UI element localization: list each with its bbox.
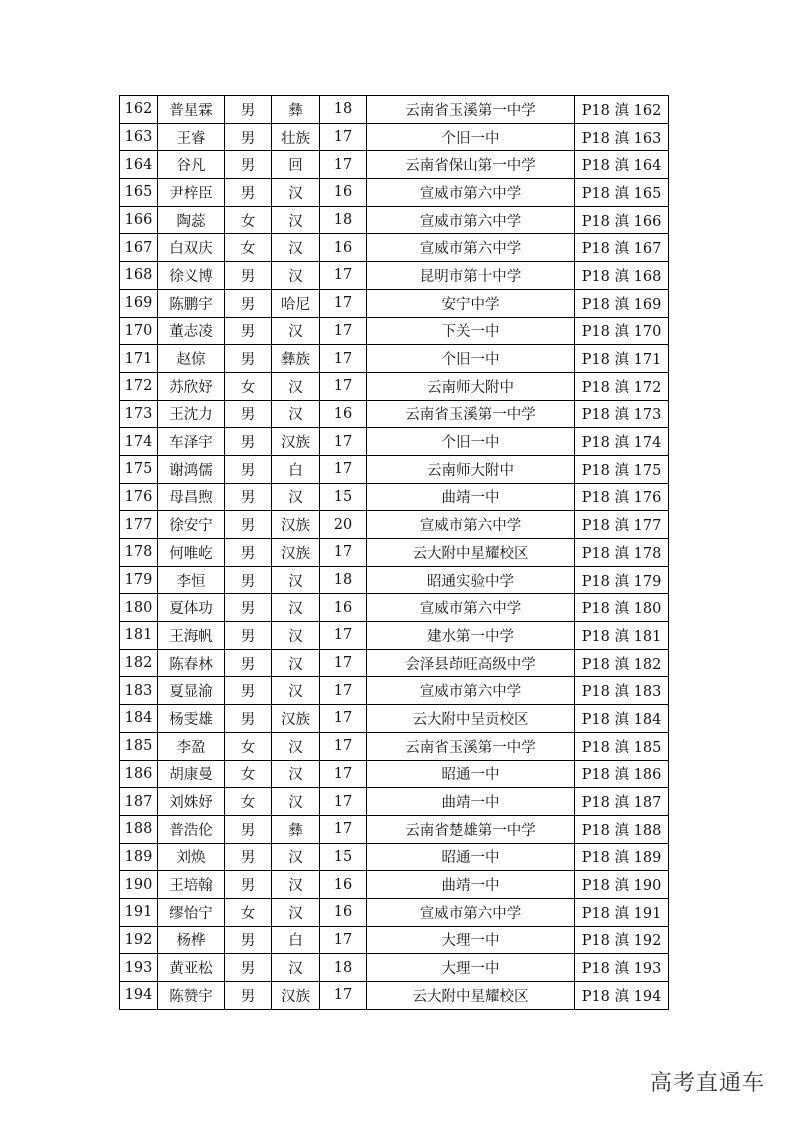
row-index-cell: 182 [120,649,158,677]
row-index-cell: 166 [120,206,158,234]
row-index-cell: 165 [120,179,158,207]
row-index-cell: 177 [120,511,158,539]
ethnicity-cell: 汉 [272,483,320,511]
exam-id-cell: P18 滇 188 [575,815,669,843]
gender-cell: 男 [225,649,272,677]
exam-id-cell: P18 滇 174 [575,428,669,456]
ethnicity-cell: 汉 [272,954,320,982]
school-cell: 昭通实验中学 [367,566,575,594]
age-cell: 17 [320,262,367,290]
gender-cell: 女 [225,898,272,926]
row-index-cell: 162 [120,96,158,124]
school-cell: 云南省玉溪第一中学 [367,400,575,428]
table-row [120,594,669,622]
exam-id-cell: P18 滇 166 [575,206,669,234]
gender-cell: 男 [225,677,272,705]
age-cell: 18 [320,96,367,124]
student-name-cell: 王海帆 [158,622,225,650]
gender-cell: 男 [225,317,272,345]
student-name-cell: 王睿 [158,123,225,151]
table-row [120,96,669,124]
student-name-cell: 苏欣妤 [158,372,225,400]
ethnicity-cell: 汉 [272,788,320,816]
school-cell: 云大附中呈贡校区 [367,705,575,733]
table-row [120,345,669,373]
table-row [120,622,669,650]
gender-cell: 男 [225,815,272,843]
school-cell: 云南省玉溪第一中学 [367,732,575,760]
age-cell: 18 [320,954,367,982]
table-row [120,705,669,733]
ethnicity-cell: 哈尼 [272,289,320,317]
student-name-cell: 陶蕊 [158,206,225,234]
row-index-cell: 168 [120,262,158,290]
exam-id-cell: P18 滇 175 [575,455,669,483]
age-cell: 16 [320,400,367,428]
row-index-cell: 181 [120,622,158,650]
ethnicity-cell: 彝族 [272,345,320,373]
student-name-cell: 夏体功 [158,594,225,622]
exam-id-cell: P18 滇 163 [575,123,669,151]
age-cell: 17 [320,760,367,788]
gender-cell: 女 [225,206,272,234]
row-index-cell: 178 [120,539,158,567]
row-index-cell: 183 [120,677,158,705]
row-index-cell: 173 [120,400,158,428]
exam-id-cell: P18 滇 191 [575,898,669,926]
school-cell: 曲靖一中 [367,788,575,816]
exam-id-cell: P18 滇 168 [575,262,669,290]
exam-id-cell: P18 滇 171 [575,345,669,373]
school-cell: 云大附中星耀校区 [367,982,575,1010]
student-name-cell: 缪怡宁 [158,898,225,926]
ethnicity-cell: 汉族 [272,511,320,539]
gender-cell: 女 [225,732,272,760]
table-row [120,289,669,317]
exam-id-cell: P18 滇 177 [575,511,669,539]
student-name-cell: 徐义博 [158,262,225,290]
table-row [120,954,669,982]
table-row [120,400,669,428]
age-cell: 16 [320,234,367,262]
exam-id-cell: P18 滇 186 [575,760,669,788]
student-name-cell: 王沈力 [158,400,225,428]
gender-cell: 男 [225,594,272,622]
table-row [120,649,669,677]
gender-cell: 女 [225,760,272,788]
student-name-cell: 胡康曼 [158,760,225,788]
row-index-cell: 174 [120,428,158,456]
gender-cell: 男 [225,400,272,428]
school-cell: 宣威市第六中学 [367,677,575,705]
table-row [120,372,669,400]
row-index-cell: 172 [120,372,158,400]
age-cell: 15 [320,843,367,871]
school-cell: 云大附中星耀校区 [367,539,575,567]
row-index-cell: 186 [120,760,158,788]
exam-id-cell: P18 滇 167 [575,234,669,262]
age-cell: 17 [320,289,367,317]
ethnicity-cell: 汉 [272,179,320,207]
student-name-cell: 刘焕 [158,843,225,871]
age-cell: 17 [320,317,367,345]
age-cell: 17 [320,705,367,733]
age-cell: 16 [320,898,367,926]
age-cell: 17 [320,926,367,954]
row-index-cell: 188 [120,815,158,843]
table-row [120,843,669,871]
row-index-cell: 184 [120,705,158,733]
exam-id-cell: P18 滇 194 [575,982,669,1010]
exam-id-cell: P18 滇 170 [575,317,669,345]
exam-id-cell: P18 滇 193 [575,954,669,982]
school-cell: 云南省楚雄第一中学 [367,815,575,843]
exam-id-cell: P18 滇 164 [575,151,669,179]
school-cell: 大理一中 [367,926,575,954]
row-index-cell: 171 [120,345,158,373]
table-row [120,677,669,705]
row-index-cell: 193 [120,954,158,982]
gender-cell: 男 [225,539,272,567]
row-index-cell: 176 [120,483,158,511]
ethnicity-cell: 汉 [272,871,320,899]
school-cell: 云南师大附中 [367,372,575,400]
school-cell: 个旧一中 [367,428,575,456]
table-row [120,428,669,456]
gender-cell: 男 [225,871,272,899]
school-cell: 建水第一中学 [367,622,575,650]
ethnicity-cell: 汉 [272,732,320,760]
gender-cell: 男 [225,455,272,483]
row-index-cell: 192 [120,926,158,954]
gender-cell: 男 [225,926,272,954]
school-cell: 曲靖一中 [367,871,575,899]
age-cell: 17 [320,788,367,816]
exam-id-cell: P18 滇 189 [575,843,669,871]
row-index-cell: 175 [120,455,158,483]
ethnicity-cell: 汉族 [272,982,320,1010]
ethnicity-cell: 彝 [272,96,320,124]
student-name-cell: 徐安宁 [158,511,225,539]
gender-cell: 男 [225,511,272,539]
school-cell: 大理一中 [367,954,575,982]
row-index-cell: 167 [120,234,158,262]
school-cell: 个旧一中 [367,123,575,151]
row-index-cell: 163 [120,123,158,151]
exam-id-cell: P18 滇 185 [575,732,669,760]
age-cell: 17 [320,732,367,760]
exam-id-cell: P18 滇 180 [575,594,669,622]
exam-id-cell: P18 滇 190 [575,871,669,899]
ethnicity-cell: 汉 [272,649,320,677]
row-index-cell: 187 [120,788,158,816]
row-index-cell: 164 [120,151,158,179]
table-row [120,151,669,179]
student-name-cell: 杨雯雄 [158,705,225,733]
exam-id-cell: P18 滇 165 [575,179,669,207]
row-index-cell: 185 [120,732,158,760]
ethnicity-cell: 汉族 [272,705,320,733]
table-row [120,982,669,1010]
student-name-cell: 陈赞宇 [158,982,225,1010]
ethnicity-cell: 汉 [272,566,320,594]
age-cell: 15 [320,483,367,511]
age-cell: 17 [320,345,367,373]
gender-cell: 男 [225,843,272,871]
school-cell: 昭通一中 [367,760,575,788]
exam-id-cell: P18 滇 169 [575,289,669,317]
age-cell: 16 [320,179,367,207]
ethnicity-cell: 白 [272,926,320,954]
exam-id-cell: P18 滇 162 [575,96,669,124]
student-name-cell: 王培翰 [158,871,225,899]
school-cell: 昭通一中 [367,843,575,871]
school-cell: 会泽县茚旺高级中学 [367,649,575,677]
table-row [120,179,669,207]
school-cell: 云南省玉溪第一中学 [367,96,575,124]
exam-id-cell: P18 滇 183 [575,677,669,705]
table-row [120,760,669,788]
gender-cell: 女 [225,234,272,262]
school-cell: 宣威市第六中学 [367,594,575,622]
age-cell: 17 [320,372,367,400]
table-row [120,511,669,539]
table-row [120,317,669,345]
student-name-cell: 何唯屹 [158,539,225,567]
row-index-cell: 189 [120,843,158,871]
row-index-cell: 194 [120,982,158,1010]
school-cell: 个旧一中 [367,345,575,373]
school-cell: 云南省保山第一中学 [367,151,575,179]
student-name-cell: 董志凌 [158,317,225,345]
ethnicity-cell: 汉 [272,400,320,428]
age-cell: 20 [320,511,367,539]
gender-cell: 男 [225,483,272,511]
student-name-cell: 谢鸿儒 [158,455,225,483]
student-name-cell: 谷凡 [158,151,225,179]
ethnicity-cell: 壮族 [272,123,320,151]
student-name-cell: 车泽宇 [158,428,225,456]
ethnicity-cell: 汉 [272,898,320,926]
age-cell: 17 [320,649,367,677]
ethnicity-cell: 汉 [272,677,320,705]
age-cell: 17 [320,982,367,1010]
student-name-cell: 母昌煦 [158,483,225,511]
age-cell: 17 [320,815,367,843]
student-name-cell: 陈鹏宇 [158,289,225,317]
table-row [120,898,669,926]
gender-cell: 男 [225,123,272,151]
row-index-cell: 191 [120,898,158,926]
school-cell: 下关一中 [367,317,575,345]
school-cell: 宣威市第六中学 [367,511,575,539]
school-cell: 云南师大附中 [367,455,575,483]
age-cell: 17 [320,622,367,650]
age-cell: 17 [320,677,367,705]
exam-id-cell: P18 滇 179 [575,566,669,594]
exam-id-cell: P18 滇 181 [575,622,669,650]
exam-id-cell: P18 滇 173 [575,400,669,428]
gender-cell: 男 [225,151,272,179]
ethnicity-cell: 汉 [272,760,320,788]
ethnicity-cell: 回 [272,151,320,179]
gender-cell: 男 [225,982,272,1010]
student-name-cell: 黄亚松 [158,954,225,982]
school-cell: 安宁中学 [367,289,575,317]
age-cell: 17 [320,428,367,456]
exam-id-cell: P18 滇 176 [575,483,669,511]
ethnicity-cell: 汉 [272,594,320,622]
exam-id-cell: P18 滇 178 [575,539,669,567]
age-cell: 17 [320,539,367,567]
roster-body [120,96,669,1010]
gender-cell: 女 [225,372,272,400]
ethnicity-cell: 白 [272,455,320,483]
ethnicity-cell: 彝 [272,815,320,843]
table-row [120,566,669,594]
age-cell: 18 [320,206,367,234]
school-cell: 曲靖一中 [367,483,575,511]
ethnicity-cell: 汉族 [272,539,320,567]
exam-id-cell: P18 滇 182 [575,649,669,677]
gender-cell: 男 [225,705,272,733]
gender-cell: 男 [225,428,272,456]
gender-cell: 男 [225,289,272,317]
table-row [120,483,669,511]
table-row [120,123,669,151]
table-row [120,206,669,234]
student-name-cell: 刘姝妤 [158,788,225,816]
student-name-cell: 赵倞 [158,345,225,373]
table-row [120,871,669,899]
gender-cell: 男 [225,179,272,207]
row-index-cell: 179 [120,566,158,594]
gender-cell: 男 [225,345,272,373]
row-index-cell: 190 [120,871,158,899]
student-name-cell: 尹梓臣 [158,179,225,207]
row-index-cell: 180 [120,594,158,622]
table-row [120,815,669,843]
exam-id-cell: P18 滇 184 [575,705,669,733]
ethnicity-cell: 汉 [272,843,320,871]
student-name-cell: 李恒 [158,566,225,594]
student-name-cell: 夏显渝 [158,677,225,705]
age-cell: 16 [320,594,367,622]
exam-id-cell: P18 滇 192 [575,926,669,954]
table-row [120,732,669,760]
ethnicity-cell: 汉 [272,317,320,345]
student-name-cell: 杨桦 [158,926,225,954]
student-name-cell: 李盈 [158,732,225,760]
table-row [120,455,669,483]
age-cell: 17 [320,151,367,179]
student-name-cell: 普浩伦 [158,815,225,843]
ethnicity-cell: 汉 [272,622,320,650]
student-name-cell: 普星霖 [158,96,225,124]
row-index-cell: 170 [120,317,158,345]
exam-id-cell: P18 滇 172 [575,372,669,400]
gender-cell: 男 [225,96,272,124]
roster-table [119,95,669,1010]
age-cell: 16 [320,871,367,899]
gender-cell: 男 [225,622,272,650]
ethnicity-cell: 汉族 [272,428,320,456]
school-cell: 昆明市第十中学 [367,262,575,290]
school-cell: 宣威市第六中学 [367,898,575,926]
age-cell: 17 [320,123,367,151]
exam-id-cell: P18 滇 187 [575,788,669,816]
gender-cell: 女 [225,788,272,816]
table-row [120,262,669,290]
table-row [120,788,669,816]
table-row [120,234,669,262]
ethnicity-cell: 汉 [272,234,320,262]
ethnicity-cell: 汉 [272,372,320,400]
student-name-cell: 白双庆 [158,234,225,262]
age-cell: 18 [320,566,367,594]
gender-cell: 男 [225,262,272,290]
school-cell: 宣威市第六中学 [367,179,575,207]
age-cell: 17 [320,455,367,483]
school-cell: 宣威市第六中学 [367,206,575,234]
ethnicity-cell: 汉 [272,206,320,234]
gender-cell: 男 [225,954,272,982]
ethnicity-cell: 汉 [272,262,320,290]
student-name-cell: 陈春林 [158,649,225,677]
table-row [120,926,669,954]
row-index-cell: 169 [120,289,158,317]
school-cell: 宣威市第六中学 [367,234,575,262]
gender-cell: 男 [225,566,272,594]
table-row [120,539,669,567]
watermark-text: 高考直通车 [649,1071,765,1096]
